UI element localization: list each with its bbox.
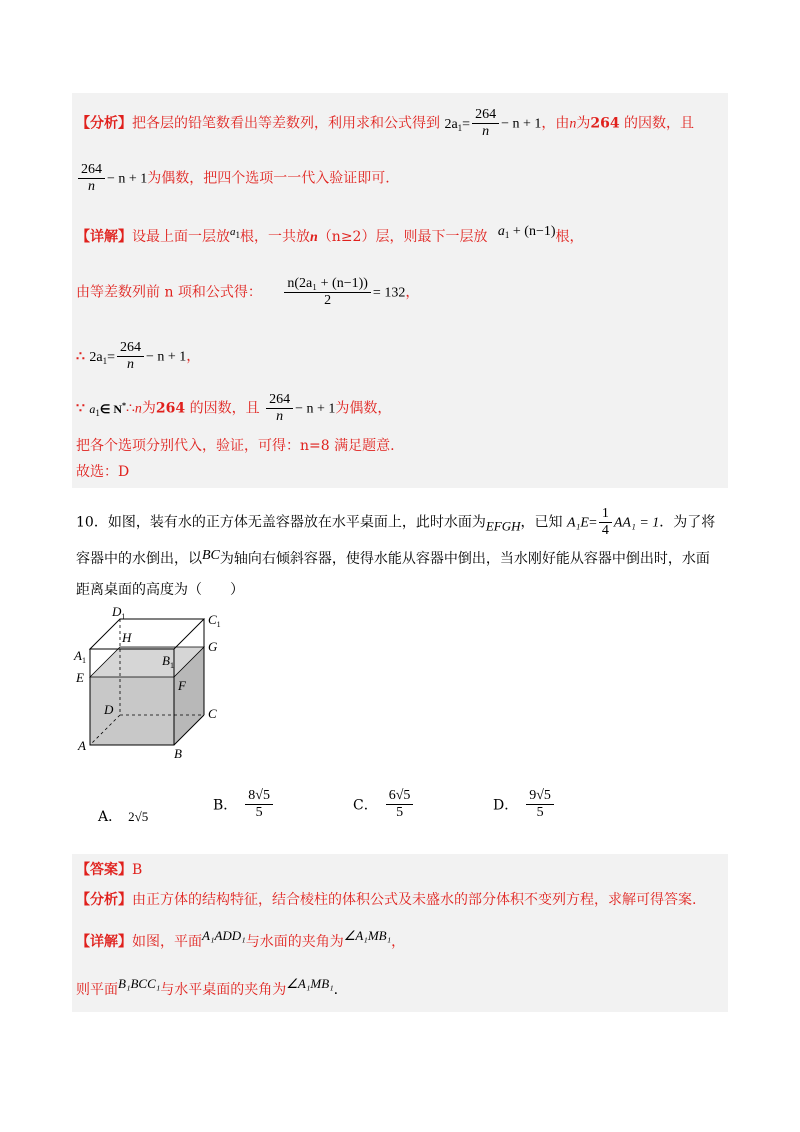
sum-fraction: $\frac{\text{n(2a₁ + (n−1))}}{2}$	[284, 276, 371, 309]
analysis9-line1: 【分析】把各层的铅笔数看出等差数列，利用求和公式得到 $2a_1=$ $\frac{264}{n}$ − n + 1，由n为264 的因数，且	[76, 107, 695, 139]
detail9-line5: 把各个选项分别代入，验证，可得：n=8 满足题意.	[76, 438, 395, 454]
q10-line3: 距离桌面的高度为（ ）	[76, 582, 244, 598]
label-B1: $B_1$	[162, 653, 174, 670]
label-E: E	[76, 670, 84, 685]
option-d[interactable]: D． $\frac{9√5}{5}$	[493, 788, 556, 821]
option-b[interactable]: B． $\frac{8√5}{5}$	[213, 788, 275, 821]
answer10-line: 【答案】B	[76, 862, 143, 878]
label-G: G	[208, 639, 218, 654]
label-C1: $C_1$	[208, 612, 221, 629]
eq-rhs: − n + 1	[501, 116, 542, 132]
q10-line2: 容器中的水倒出，以BC为轴向右倾斜容器，使得水能从容器中倒出，当水刚好能从容器中倒出时，水面	[76, 548, 710, 567]
analysis10-line: 【分析】由正方体的结构特征，结合棱柱的体积公式及未盛水的部分体积不变列方程，求解可得答案.	[76, 892, 697, 908]
detail9-line3: ∴ $2a_1=$ $\frac{264}{n}$ − n + 1，	[76, 340, 201, 372]
detail9-line1: 【详解】设最上面一层放$^{a_1}$根，一共放n（n≥2）层，则最下一层放 $a_1 + (n-1)$根，	[76, 224, 584, 245]
detail9-choose: 故选：D	[76, 464, 130, 480]
fraction-264-n: $\frac{264}{n}$	[472, 107, 499, 140]
detail10-line2: 则平面B₁BCC₁与水平桌面的夹角为∠A₁MB₁.	[76, 976, 339, 998]
detail-tag: 【详解】	[76, 229, 132, 245]
eq-lhs: $2a_1=$	[444, 116, 471, 133]
water-front-face	[90, 677, 174, 745]
label-F: F	[178, 678, 186, 693]
label-A1: $A_1$	[74, 648, 86, 665]
option-c[interactable]: C． $\frac{6√5}{5}$	[353, 788, 415, 821]
q10-line1: 10．如图，装有水的正方体无盖容器放在水平桌面上，此时水面为EFGH，已知 A₁E= $\frac{1}{4}$ AA₁ = 1．为了将	[76, 506, 716, 538]
detail9-line2: 由等差数列前 n 项和公式得： $\frac{\text{n(2a₁ + (n−1))}}{2}$ = 132，	[76, 276, 420, 308]
top-face	[90, 619, 204, 649]
analysis-text-2: 为偶数，把四个选项一一代入验证即可.	[147, 170, 390, 187]
label-D1: $D_1$	[112, 604, 126, 621]
label-C: C	[208, 706, 217, 721]
detail10-line1: 【详解】如图，平面A₁ADD₁与水面的夹角为∠A₁MB₁，	[76, 928, 406, 950]
analysis-text: 把各层的铅笔数看出等差数列，利用求和公式得到	[132, 115, 440, 132]
label-B: B	[174, 746, 182, 761]
var-n: n	[569, 116, 577, 132]
label-H: H	[122, 630, 132, 645]
option-a[interactable]: A． 2√5	[98, 809, 149, 825]
analysis9-line2: $\frac{264}{n}$ − n + 1为偶数，把四个选项一一代入验证即可.	[76, 162, 390, 195]
label-D: D	[104, 702, 114, 717]
label-A: A	[78, 738, 86, 753]
analysis-tag: 【分析】	[76, 115, 132, 132]
cube-figure	[70, 600, 250, 770]
detail9-line4: ∵ $a_1\in$ N*∴n为264 的因数，且 $\frac{264}{n}$ − n + 1为偶数，	[76, 392, 392, 424]
fraction-264-n-2: $\frac{264}{n}$	[78, 162, 105, 195]
